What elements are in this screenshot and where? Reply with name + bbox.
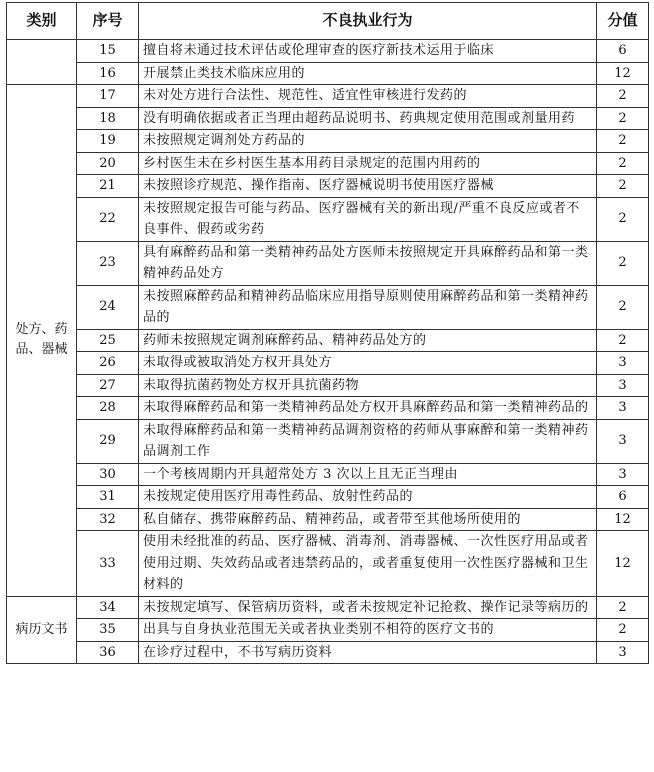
table-row	[7, 419, 649, 463]
row-number: 23	[77, 241, 139, 285]
table-row	[7, 619, 649, 642]
row-description: 乡村医生未在乡村医生基本用药目录规定的范围内用药的	[139, 152, 597, 175]
row-score: 2	[597, 596, 649, 619]
row-number: 21	[77, 175, 139, 198]
row-description: 具有麻醉药品和第一类精神药品处方医师未按照规定开具麻醉药品和第一类精神药品处方	[139, 241, 597, 285]
table-row	[7, 152, 649, 175]
row-score: 12	[597, 508, 649, 531]
row-score: 3	[597, 397, 649, 420]
row-number: 19	[77, 130, 139, 153]
category-prescription-drugs-devices: 处方、药品、器械	[7, 85, 77, 597]
row-description: 未按照规定报告可能与药品、医疗器械有关的新出现/严重不良反应或者不良事件、假药或劣药	[139, 197, 597, 241]
row-description: 未按照诊疗规范、操作指南、医疗器械说明书使用医疗器械	[139, 175, 597, 198]
row-score: 3	[597, 419, 649, 463]
table-row	[7, 397, 649, 420]
row-description: 未按照规定调剂处方药品的	[139, 130, 597, 153]
table-row	[7, 197, 649, 241]
row-number: 22	[77, 197, 139, 241]
row-score: 6	[597, 486, 649, 509]
row-score: 2	[597, 241, 649, 285]
row-description: 未按规定使用医疗用毒性药品、放射性药品的	[139, 486, 597, 509]
row-score: 2	[597, 619, 649, 642]
row-number: 27	[77, 374, 139, 397]
row-number: 17	[77, 85, 139, 108]
row-description: 使用未经批准的药品、医疗器械、消毒剂、消毒器械、一次性医疗用品或者使用过期、失效药品或者违禁药品的，或者重复使用一次性医疗器械和卫生材料的	[139, 531, 597, 597]
row-description: 未取得麻醉药品和第一类精神药品调剂资格的药师从事麻醉和第一类精神药品调剂工作	[139, 419, 597, 463]
header-behavior: 不良执业行为	[139, 3, 597, 40]
row-number: 20	[77, 152, 139, 175]
row-score: 3	[597, 374, 649, 397]
row-number: 16	[77, 62, 139, 85]
row-number: 25	[77, 329, 139, 352]
table-row	[7, 130, 649, 153]
table-row	[7, 285, 649, 329]
row-description: 未对处方进行合法性、规范性、适宜性审核进行发药的	[139, 85, 597, 108]
row-description: 开展禁止类技术临床应用的	[139, 62, 597, 85]
row-score: 3	[597, 641, 649, 664]
table-row	[7, 107, 649, 130]
row-score: 6	[597, 40, 649, 63]
table-row	[7, 85, 649, 108]
row-score: 3	[597, 463, 649, 486]
row-number: 24	[77, 285, 139, 329]
row-description: 在诊疗过程中，不书写病历资料	[139, 641, 597, 664]
table-row	[7, 531, 649, 597]
row-score: 2	[597, 285, 649, 329]
row-number: 18	[77, 107, 139, 130]
row-score: 2	[597, 152, 649, 175]
row-number: 32	[77, 508, 139, 531]
table-row	[7, 329, 649, 352]
row-description: 药师未按照规定调剂麻醉药品、精神药品处方的	[139, 329, 597, 352]
row-number: 36	[77, 641, 139, 664]
table-row	[7, 241, 649, 285]
table-row	[7, 641, 649, 664]
table-row	[7, 486, 649, 509]
table-row	[7, 40, 649, 63]
row-description: 未按规定填写、保管病历资料，或者未按规定补记抢救、操作记录等病历的	[139, 596, 597, 619]
row-number: 29	[77, 419, 139, 463]
row-number: 15	[77, 40, 139, 63]
row-number: 34	[77, 596, 139, 619]
header-category: 类别	[7, 3, 77, 40]
row-description: 未按照麻醉药品和精神药品临床应用指导原则使用麻醉药品和第一类精神药品的	[139, 285, 597, 329]
table-row	[7, 374, 649, 397]
row-score: 2	[597, 329, 649, 352]
row-number: 33	[77, 531, 139, 597]
header-score: 分值	[597, 3, 649, 40]
row-number: 31	[77, 486, 139, 509]
table-row	[7, 352, 649, 375]
table-row	[7, 508, 649, 531]
row-number: 35	[77, 619, 139, 642]
row-description: 未取得或被取消处方权开具处方	[139, 352, 597, 375]
violations-table	[6, 2, 649, 664]
table-row	[7, 596, 649, 619]
category-cell-empty	[7, 40, 77, 85]
row-score: 2	[597, 85, 649, 108]
row-description: 未取得抗菌药物处方权开具抗菌药物	[139, 374, 597, 397]
row-description: 一个考核周期内开具超常处方 3 次以上且无正当理由	[139, 463, 597, 486]
table-row	[7, 175, 649, 198]
row-description: 没有明确依据或者正当理由超药品说明书、药典规定使用范围或剂量用药	[139, 107, 597, 130]
row-description: 出具与自身执业范围无关或者执业类别不相符的医疗文书的	[139, 619, 597, 642]
row-score: 12	[597, 62, 649, 85]
row-number: 26	[77, 352, 139, 375]
table-row	[7, 62, 649, 85]
row-score: 2	[597, 130, 649, 153]
row-score: 2	[597, 175, 649, 198]
row-description: 擅自将未通过技术评估或伦理审查的医疗新技术运用于临床	[139, 40, 597, 63]
table-row	[7, 463, 649, 486]
row-number: 28	[77, 397, 139, 420]
row-description: 未取得麻醉药品和第一类精神药品处方权开具麻醉药品和第一类精神药品的	[139, 397, 597, 420]
row-score: 2	[597, 197, 649, 241]
row-score: 2	[597, 107, 649, 130]
row-score: 3	[597, 352, 649, 375]
category-medical-records: 病历文书	[7, 596, 77, 664]
header-row	[7, 3, 649, 40]
row-description: 私自储存、携带麻醉药品、精神药品，或者带至其他场所使用的	[139, 508, 597, 531]
header-number: 序号	[77, 3, 139, 40]
row-number: 30	[77, 463, 139, 486]
row-score: 12	[597, 531, 649, 597]
